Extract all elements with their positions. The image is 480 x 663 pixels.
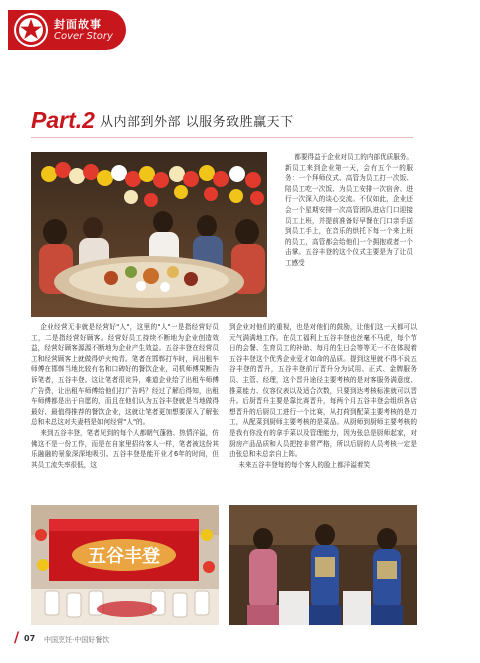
star-logo-icon	[14, 13, 48, 47]
banner-text: 五谷丰登	[88, 546, 160, 567]
section-heading: 从内部到外部 以服务致胜赢天下	[100, 115, 294, 130]
footer-slash-mark: /	[14, 630, 20, 646]
staff-photo	[229, 505, 417, 625]
magazine-name: 中国烹饪·中国好餐饮	[44, 636, 110, 644]
part-number: Part.2	[31, 107, 95, 133]
paragraph: 未来五谷丰登每的每个客人的脸上都洋溢着笑	[238, 460, 371, 469]
banquet-photo	[31, 152, 267, 317]
paragraph: 企业经营无非就是经营好"人"，这里的"人"一是指经营好员工，二是指经营好顾客。经营好员工持续不断地为企业创造效益，经营好顾客源源不断地为企业产生效益。五谷丰登在经营员工和经营顾客上就做得炉火纯青。笔者在邯郸打车时，问出租车师傅在邯郸当地比较有名和口碑好的餐饮企业，司机师傅果断告诉笔者，五谷丰登。这让笔者很诧异，难道企业给了出租车师傅广告费，让出租车师傅给他们打广告吗？经过了解后得知，出租车师傅都是出于自愿的，而且在他们认为五谷丰登就是当地做得最好、最值得推荐的餐饮企业，这就让笔者更加想要深入了解张总和未总这对夫妻档是如何经营"人"的。	[31, 323, 219, 427]
page-number: 07	[24, 634, 36, 643]
right-column-bottom-text	[229, 322, 417, 470]
badge-title: 封面故事	[54, 18, 102, 31]
paragraph: 到企业对他们的重视，也是对他们的鼓励，让他们这一天都可以元气满满地工作。在员工福利上五谷丰登也丝毫不马虎，每个节日的会餐、生育员工的补助、每月的生日会等等无一不在体现着五谷丰登这个优秀企业爱才如命的品质。提到这里就不得不说五谷丰登的晋升，五谷丰登前厅晋升分为试用、正式、金牌服务员、主管、经理，这个晋升途径主要考核的是对客服务满意度、推菜能力、仪容仪表以及适合次数，只要到达考核标准就可以晋升。后厨晋升主要是靠比赛晋升，每两个月五谷丰登会组织各店想晋升的后厨员工进行一个比赛，从打荷到配菜主要考核的是刀工，从配菜到厨师主要考核的是菜品。从厨师到厨师主要考核的是我有你没有的拿手菜以及管理能力，因为张总是厨师起家，对厨房产品品质和人员把控非常严格，所以后厨的人员考核一定是由张总和未总亲自上阵。	[229, 323, 417, 459]
stage-banner-photo	[31, 505, 219, 625]
heading-divider	[31, 137, 413, 138]
paragraph: 都要得益于企业对员工的内部优质服务。新员工来到企业第一天，会有五个一的服务：一个拜师仪式、高管为员工打一次饭、陪员工吃一次饭、为员工安排一次宿舍、进行一次深入的谈心交流。不仅如此，企业还会一个星期安排一次高管团队进店门口迎接员工上班，并提前准备好早餐在门口亲手送到员工手上，在音乐的烘托下每一个来上班的员工，高管都会给他们一个拥抱或者一个击掌。五谷丰登的这个仪式主要是为了让员工感受	[285, 153, 413, 267]
cover-story-badge	[8, 10, 126, 50]
right-column-top-text	[285, 152, 413, 269]
paragraph: 来到五谷丰登，笔者见到的每个人都朝气蓬勃、热情洋溢，仿佛这不是一份工作，而是在自家里招待客人一样，笔者被这份其乐融融的景象深深地吸引。五谷丰登是能开业才6年的时间，但其员工流失率很低，这	[31, 428, 219, 469]
badge-subtitle: Cover Story	[54, 31, 113, 42]
left-column-text	[31, 322, 219, 470]
